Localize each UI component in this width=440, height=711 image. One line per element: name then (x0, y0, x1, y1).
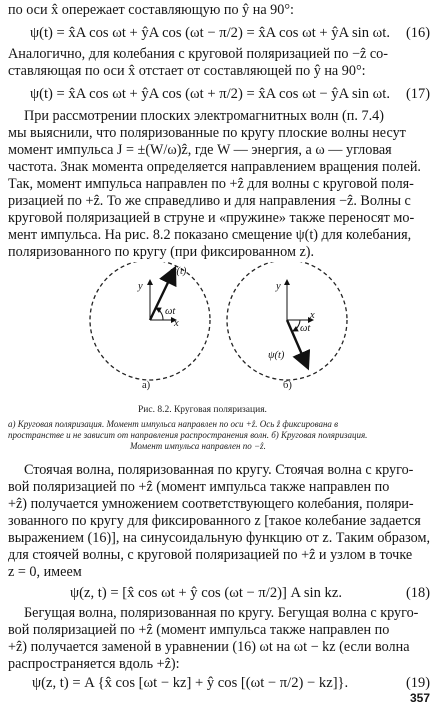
text-line: зованного по кругу для фиксированного z [такое колебание задается (8, 513, 421, 529)
text-line: момент импульса J = ±(W/ω)ẑ, где W — энергия, а ω — угловая (8, 142, 392, 158)
equation-19: ψ(z, t) = A {x̂ cos [ωt − kz] + ŷ cos [(ωt − π/2) − kz]}. (32, 675, 349, 691)
text-line: вой поляризацией по +ẑ (момент импульса также направлен по (8, 479, 390, 495)
text-line: ставляющая по оси x̂ отстает от составляющей по ŷ на 90°: (8, 63, 366, 79)
equation-16: ψ(t) = x̂A cos ωt + ŷA cos (ωt − π/2) = x̂A cos ωt + ŷA sin ωt. (30, 25, 390, 41)
label-y-a: y (138, 281, 143, 292)
text-line: мент импульса. На рис. 8.2 показано смещение ψ(t) для колебания, (8, 227, 412, 243)
equation-number-19: (19) (406, 675, 430, 691)
page-number: 357 (409, 691, 430, 705)
text-line: распространяется вдоль +ẑ): (8, 656, 180, 672)
angle-arc (293, 320, 300, 331)
diagram-a (90, 262, 210, 380)
label-x-b: x (310, 310, 315, 321)
label-psi-b: ψ(t) (268, 350, 285, 361)
text-line: вой поляризацией по +ẑ (момент импульса также направлен по (8, 622, 390, 638)
text-line: мы выяснили, что поляризованные по кругу плоские волны несут (8, 125, 406, 141)
text-line: +ẑ) получается заменой в уравнении (16) ωt на ωt − kz (если волна (8, 639, 410, 655)
text-line: выражением (16)], на синусоидальную функцию от z. Таким образом, (8, 530, 431, 546)
text-line: Так, момент импульса направлен по +ẑ для волны с круговой поля- (8, 176, 414, 192)
label-wt-b: ωt (300, 323, 311, 334)
label-a: а) (142, 380, 151, 391)
angle-arc (156, 308, 163, 320)
text-line: поляризованного по кругу (при фиксированном z). (8, 244, 315, 260)
text-line: для стоячей волны, с круговой поляризацией по +ẑ и узлом в точке (8, 547, 413, 563)
text-line: по оси x̂ опережает составляющую по ŷ на 90°: (8, 2, 294, 18)
text-line: +ẑ) получается умножением соответствующего колебания, поляри- (8, 496, 414, 512)
figure-caption-line: пространстве и не зависит от направления распространения волн. б) Круговая поляризация. (8, 430, 368, 440)
label-y-b: y (276, 281, 281, 292)
figure-circular-polarization (0, 262, 440, 402)
figure-caption-line: Момент импульса направлен по −ẑ. (130, 441, 266, 451)
label-b: б) (283, 380, 292, 391)
equation-number-18: (18) (406, 585, 430, 601)
equation-number-16: (16) (406, 25, 430, 41)
label-x-a: x (174, 318, 179, 329)
text-line: z = 0, имеем (8, 564, 82, 580)
text-line: Бегущая волна, поляризованная по кругу. Бегущая волна с круго- (24, 605, 419, 621)
figure-caption-line: а) Круговая поляризация. Момент импульса направлен по оси +ẑ. Ось ẑ фиксирована в (8, 419, 339, 429)
dashed-circle (90, 262, 210, 380)
figure-caption-title: Рис. 8.2. Круговая поляризация. (138, 405, 267, 415)
text-line: Стоячая волна, поляризованная по кругу. Стоячая волна с круго- (24, 462, 414, 478)
text-line: круговой поляризацией в струне и «пружине» также переносят мо- (8, 210, 415, 226)
label-psi-a: ψ(t) (170, 266, 187, 277)
text-line: ризацией по +ẑ. То же справедливо и для направления −ẑ. Волны с (8, 193, 411, 209)
text-line: При рассмотрении плоских электромагнитных волн (п. 7.4) (24, 108, 384, 124)
text-line: частота. Знак момента определяется направлением вращения полей. (8, 159, 421, 175)
equation-18: ψ(z, t) = [x̂ cos ωt + ŷ cos (ωt − π/2)] A sin kz. (70, 585, 342, 601)
equation-number-17: (17) (406, 86, 430, 102)
label-wt-a: ωt (165, 306, 176, 317)
equation-17: ψ(t) = x̂A cos ωt + ŷA cos (ωt + π/2) = x̂A cos ωt − ŷA sin ωt. (30, 86, 390, 102)
text-line: Аналогично, для колебания с круговой поляризацией по −ẑ со- (8, 46, 388, 62)
diagram-b (227, 262, 347, 380)
